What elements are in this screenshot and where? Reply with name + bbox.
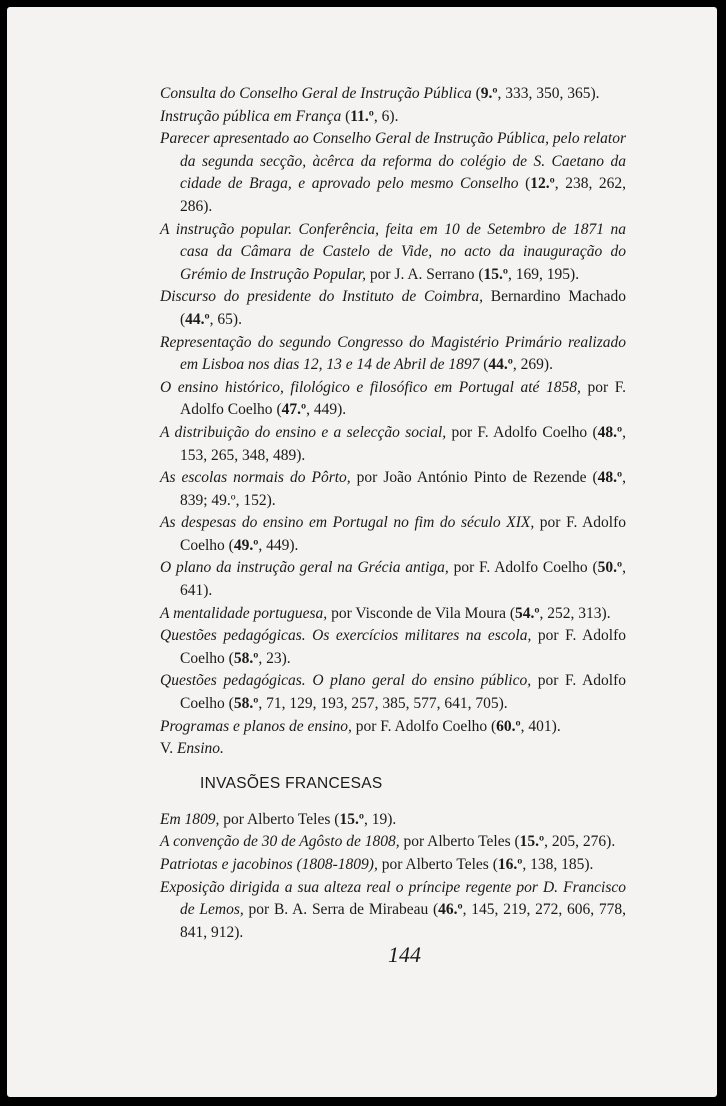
document-page <box>7 7 717 1097</box>
entry-pages: , 333, 350, 365). <box>497 85 600 102</box>
entry-volume: 15.º <box>519 833 545 851</box>
entry-volume: 47.º <box>281 401 307 419</box>
entry-author: Bernardino Machado <box>483 288 626 306</box>
entry-title: Questões pedagógicas. Os exercícios militares na escola, <box>160 627 532 645</box>
entry-author: por F. Adolfo Coelho <box>351 717 491 735</box>
bibliography-entry: Exposição dirigida a sua alteza real o príncipe regente por D. Francisco de Lemos, por B. A. Serra de Mirabeau (46.º, 145, 219, 272, 606, 778, 841, 912). <box>160 878 627 941</box>
entry-pages: , 449). <box>258 536 299 554</box>
entry-volume: 12.º <box>530 175 555 193</box>
bibliography-entry: Patriotas e jacobinos (1808-1809), por Alberto Teles (16.º, 138, 185). <box>160 856 594 873</box>
entry-author: por J. A. Serrano <box>366 265 479 283</box>
bibliography-entry: Consulta do Conselho Geral de Instrução Pública (9.º, 333, 350, 365). <box>160 85 600 102</box>
entry-pages: , 238, 262, 286). <box>180 175 626 215</box>
entry-volume: 44.º <box>488 356 513 374</box>
bibliography-entry: A instrução popular. Conferência, feita em 10 de Setembro de 1871 na casa da Câmara de Castelo de Vide, no acto da inauguração do Grémio de Instrução Popular, por J. A. Serrano (15.º, 169, 195). <box>160 220 626 283</box>
see-also-target: Ensino. <box>176 740 224 758</box>
entry-title: A distribuição do ensino e a selecção social, <box>160 423 447 441</box>
entry-pages: , 71, 129, 193, 257, 385, 577, 641, 705). <box>258 695 508 713</box>
entry-title: Consulta do Conselho Geral de Instrução Pública <box>160 85 472 102</box>
entry-volume: 9.º <box>480 85 498 102</box>
entry-title: A convenção de 30 de Agôsto de 1808, <box>160 833 400 851</box>
entry-author: por F. Adolfo Coelho <box>180 378 626 419</box>
entry-volume: 58.º <box>233 649 259 667</box>
entry-author: por Alberto Teles <box>377 856 493 873</box>
entry-author: por B. A. Serra de Mirabeau <box>243 901 433 919</box>
entry-author: por F. Adolfo Coelho <box>180 672 626 713</box>
entry-volume: 58.º <box>233 695 259 713</box>
entry-title: A instrução popular. Conferência, feita em 10 de Setembro de 1871 na casa da Câmara de Castelo de Vide, no acto da inauguração do Grémio de Instrução Popular, <box>160 220 626 283</box>
bibliography-entry: As escolas normais do Pôrto, por João António Pinto de Rezende (48.º, 839; 49.º, 152). <box>160 469 626 509</box>
bibliography-entry: A convenção de 30 de Agôsto de 1808, por Alberto Teles (15.º, 205, 276). <box>160 833 616 851</box>
bibliography-entry: As despesas do ensino em Portugal no fim do século XIX, por F. Adolfo Coelho (49.º, 449). <box>160 514 626 554</box>
entry-volume: 54.º <box>515 604 540 622</box>
entry-title: Instrução pública em França <box>160 107 342 125</box>
entry-title: Discurso do presidente do Instituto de Coimbra, <box>160 288 484 306</box>
see-also-entry <box>160 738 626 761</box>
entry-title: Parecer apresentado ao Conselho Geral de Instrução Pública, pelo relator da segunda secção, àcêrca da reforma do colégio de S. Caetano da cidade de Braga, e aprovado pelo mesmo Conselho <box>160 130 626 193</box>
entry-title: Em 1809, <box>160 810 220 828</box>
entry-volume: 15.º <box>339 810 364 828</box>
entry-volume: 46.º <box>438 901 463 919</box>
entry-pages: , 145, 219, 272, 606, 778, 841, 912). <box>180 901 627 941</box>
bibliography-entry: Parecer apresentado ao Conselho Geral de Instrução Pública, pelo relator da segunda secção, àcêrca da reforma do colégio de S. Caetano da cidade de Braga, e aprovado pelo mesmo Conselho (12.º, 238, 262, 286). <box>160 130 626 215</box>
bibliography-entry: Questões pedagógicas. Os exercícios militares na escola, por F. Adolfo Coelho (58.º, 23). <box>160 627 626 667</box>
bibliography-entry: Discurso do presidente do Instituto de Coimbra, Bernardino Machado (44.º, 65). <box>160 288 626 328</box>
entry-volume: 44.º <box>185 310 210 328</box>
entry-pages: , 252, 313). <box>539 604 611 622</box>
entry-volume: 11.º <box>350 107 374 125</box>
entry-pages: , 65). <box>209 310 242 328</box>
entry-volume: 16.º <box>497 856 523 873</box>
entry-volume: 50.º <box>597 559 623 577</box>
bibliography-entry: A mentalidade portuguesa, por Visconde de Vila Moura (54.º, 252, 313). <box>160 604 611 622</box>
entry-title: Questões pedagógicas. O plano geral do ensino público, <box>160 672 532 690</box>
entry-volume: 49.º <box>233 536 259 554</box>
entry-author: por F. Adolfo Coelho <box>446 423 593 441</box>
bibliography-entry: Programas e planos de ensino, por F. Adolfo Coelho (60.º, 401). <box>160 717 561 735</box>
bibliography-list <box>160 83 626 944</box>
entry-title: As despesas do ensino em Portugal no fim do século XIX, <box>160 514 535 532</box>
entry-pages: , 169, 195). <box>508 265 580 283</box>
entry-volume: 60.º <box>496 717 521 735</box>
entry-author: por Alberto Teles <box>399 833 515 851</box>
entry-volume: 15.º <box>483 265 509 283</box>
entry-author: por Visconde de Vila Moura <box>327 604 510 622</box>
entry-title: Representação do segundo Congresso do Magistério Primário realizado em Lisboa nos dias 12, 13 e 14 de Abril de 1897 <box>160 333 626 374</box>
entry-author: por F. Adolfo Coelho <box>448 559 593 577</box>
entry-title: Programas e planos de ensino, <box>160 717 352 735</box>
bibliography-entry: A distribuição do ensino e a selecção social, por F. Adolfo Coelho (48.º, 153, 265, 348, 489). <box>160 423 626 464</box>
entry-volume: 48.º <box>597 423 623 441</box>
entry-author: por João António Pinto de Rezende <box>350 469 593 487</box>
entry-volume: 48.º <box>597 469 623 487</box>
entry-pages: , 153, 265, 348, 489). <box>180 423 626 464</box>
entry-title: O plano da instrução geral na Grécia antiga, <box>160 559 449 577</box>
entry-title: As escolas normais do Pôrto, <box>160 469 351 487</box>
education-entries <box>160 83 626 738</box>
bibliography-entry: Representação do segundo Congresso do Magistério Primário realizado em Lisboa nos dias 12, 13 e 14 de Abril de 1897 (44.º, 269). <box>160 333 626 374</box>
entry-pages: , 641). <box>180 559 627 600</box>
section-heading: INVASÕES FRANCESAS <box>200 774 383 792</box>
page-number: 144 <box>388 942 421 967</box>
bibliography-entry: O plano da instrução geral na Grécia antiga, por F. Adolfo Coelho (50.º, 641). <box>160 559 627 600</box>
entry-title: Exposição dirigida a sua alteza real o príncipe regente por D. Francisco de Lemos, <box>160 878 626 919</box>
entry-pages: , 449). <box>306 401 347 419</box>
entry-author: por F. Adolfo Coelho <box>180 514 626 554</box>
entry-pages: , 6). <box>373 107 399 125</box>
entry-pages: , 205, 276). <box>544 833 616 851</box>
bibliography-entry: Em 1809, por Alberto Teles (15.º, 19). <box>160 810 397 828</box>
bibliography-entry: O ensino histórico, filológico e filosófico em Portugal até 1858, por F. Adolfo Coelho (47.º, 449). <box>160 378 626 419</box>
entry-title: O ensino histórico, filológico e filosófico em Portugal até 1858, <box>160 378 581 396</box>
entry-pages: , 839; 49.º, 152). <box>180 469 626 509</box>
entry-title: A mentalidade portuguesa, <box>160 604 328 622</box>
entry-pages: , 19). <box>363 810 397 828</box>
entry-pages: , 138, 185). <box>522 856 594 873</box>
entry-pages: , 23). <box>258 649 291 667</box>
bibliography-entry: Instrução pública em França (11.º, 6). <box>160 107 399 125</box>
entry-pages: , 401). <box>520 717 561 735</box>
bibliography-entry: Questões pedagógicas. O plano geral do ensino público, por F. Adolfo Coelho (58.º, 71, 129, 193, 257, 385, 577, 641, 705). <box>160 672 626 713</box>
entry-title: Patriotas e jacobinos (1808-1809), <box>160 856 378 873</box>
invasions-entries <box>160 809 626 945</box>
entry-pages: , 269). <box>512 356 553 374</box>
entry-author: por F. Adolfo Coelho <box>180 627 626 667</box>
entry-author: por Alberto Teles <box>219 810 335 828</box>
see-also-prefix: V. <box>160 740 177 758</box>
